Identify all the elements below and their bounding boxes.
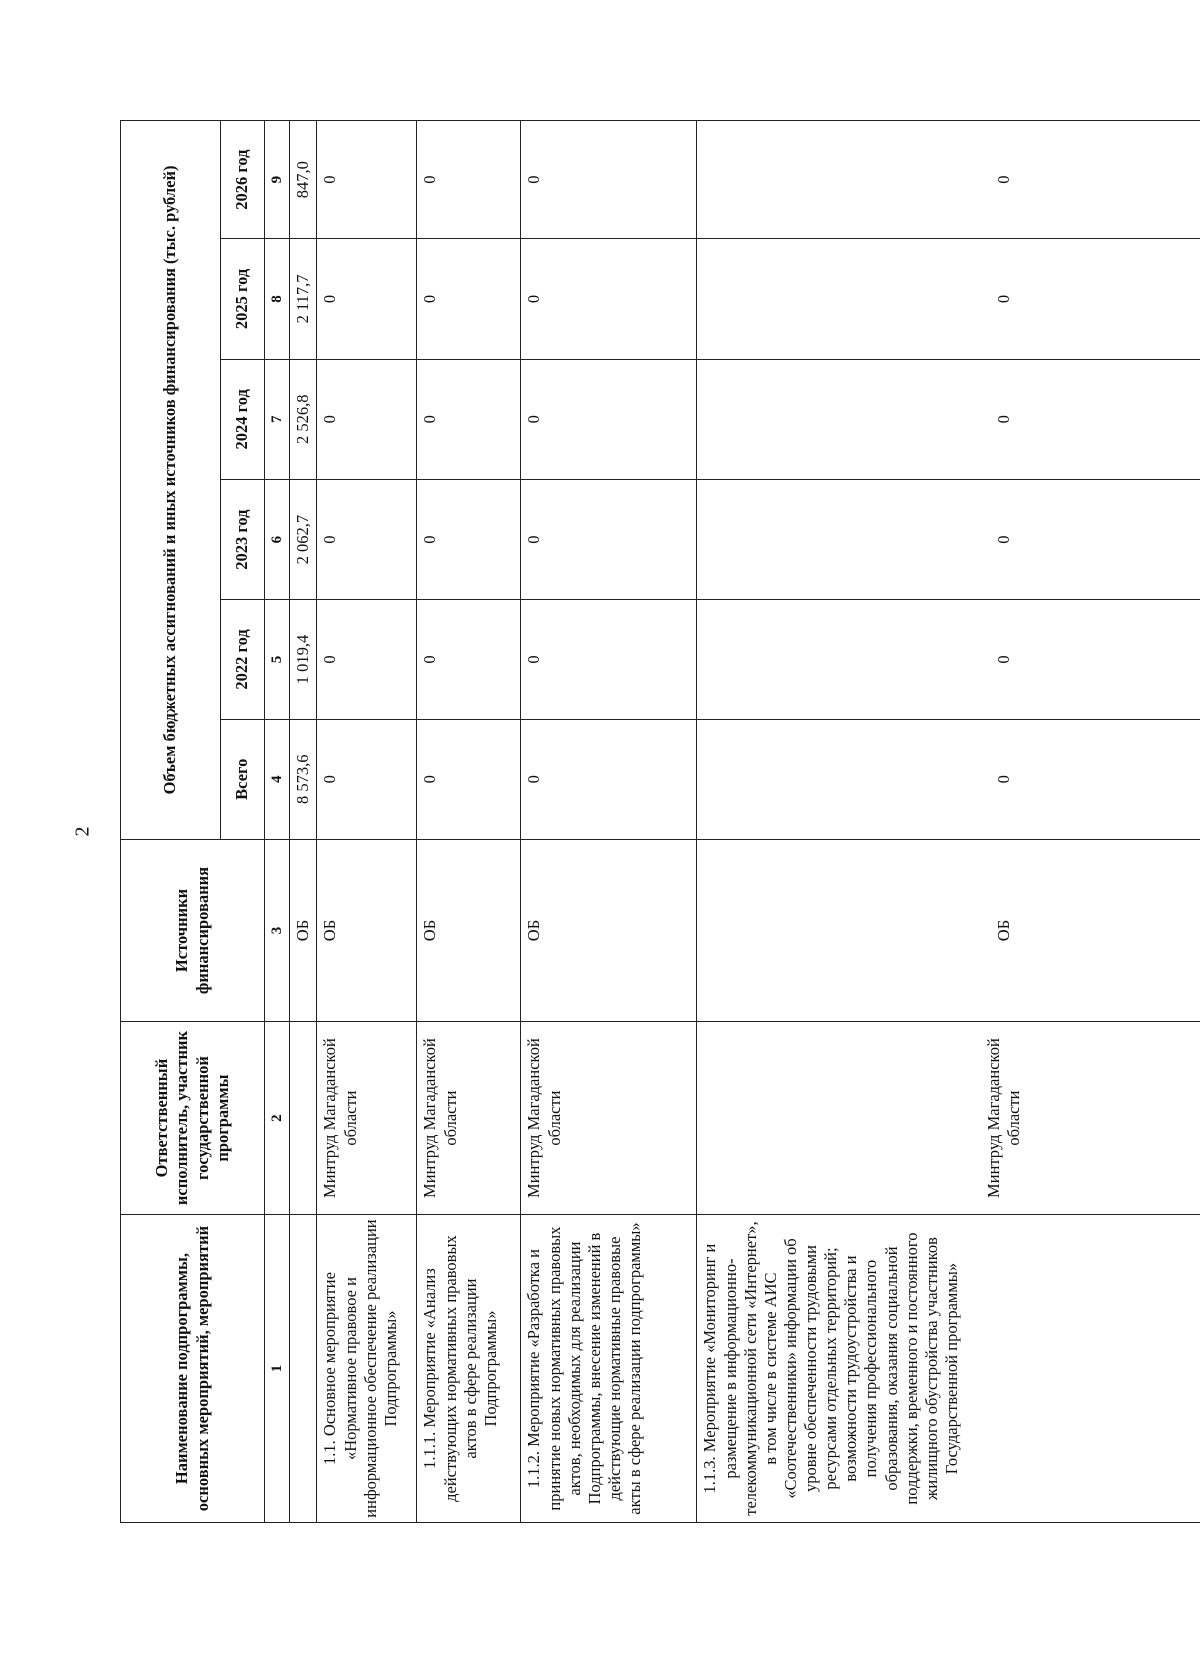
row-2024: 0 bbox=[521, 359, 697, 479]
row-total: 0 bbox=[521, 719, 697, 839]
row-2026: 0 bbox=[521, 121, 697, 239]
total-row-total: 8 573,6 bbox=[290, 719, 317, 839]
row-source: ОБ bbox=[521, 839, 697, 1021]
row-2023: 0 bbox=[417, 479, 521, 599]
row-2025: 0 bbox=[521, 239, 697, 359]
column-number: 4 bbox=[265, 719, 290, 839]
total-row-name bbox=[290, 1215, 317, 1523]
rotated-table-container bbox=[120, 120, 1200, 1523]
row-source: ОБ bbox=[317, 839, 417, 1021]
column-number: 2 bbox=[265, 1022, 290, 1215]
header-2026: 2026 год bbox=[221, 121, 265, 239]
row-executor: Минтруд Магаданской области bbox=[521, 1022, 697, 1215]
column-number: 7 bbox=[265, 359, 290, 479]
column-number: 1 bbox=[265, 1215, 290, 1523]
header-volume: Объем бюджетных ассигнований и иных источников финансирования (тыс. рублей) bbox=[121, 121, 221, 840]
row-2023: 0 bbox=[317, 479, 417, 599]
header-2024: 2024 год bbox=[221, 359, 265, 479]
row-2022: 0 bbox=[317, 600, 417, 719]
total-row-2022: 1 019,4 bbox=[290, 600, 317, 719]
table-row bbox=[521, 121, 697, 1523]
row-source: ОБ bbox=[417, 839, 521, 1021]
row-name: 1.1.1. Мероприятие «Анализ действующих нормативных правовых актов в сфере реализации Подпрограммы» bbox=[417, 1215, 521, 1523]
row-2024: 0 bbox=[417, 359, 521, 479]
row-2024: 0 bbox=[317, 359, 417, 479]
header-total: Всего bbox=[221, 719, 265, 839]
row-2026: 0 bbox=[317, 121, 417, 239]
column-number: 9 bbox=[265, 121, 290, 239]
row-total: 0 bbox=[417, 719, 521, 839]
row-total: 0 bbox=[697, 719, 1200, 839]
row-name: 1.1.3. Мероприятие «Мониторинг и размещение в информационно-телекоммуникационной сети «Интернет», в том числе в системе АИС «Соотечественники» информации об уровне обеспеченности трудовыми ресурсами отдельных территорий; возможности трудоустройства и получения профессионального образования, оказания социальной поддержки, временного и постоянного жилищного обустройства участников Государственной программы» bbox=[697, 1215, 1200, 1523]
budget-table bbox=[120, 120, 1200, 1523]
total-row-2026: 847,0 bbox=[290, 121, 317, 239]
header-2022: 2022 год bbox=[221, 600, 265, 719]
page-number: 2 bbox=[71, 826, 94, 837]
row-2025: 0 bbox=[697, 239, 1200, 359]
row-name: 1.1.2. Мероприятие «Разработка и принятие новых нормативных правовых актов, необходимых для реализации Подпрограммы, внесение изменений в действующие нормативные правовые акты в сфере реализации подпрограммы» bbox=[521, 1215, 697, 1523]
header-2025: 2025 год bbox=[221, 239, 265, 359]
column-number-row bbox=[265, 121, 290, 1523]
row-executor: Минтруд Магаданской области bbox=[697, 1022, 1200, 1215]
column-number: 3 bbox=[265, 839, 290, 1021]
header-2023: 2023 год bbox=[221, 479, 265, 599]
row-2025: 0 bbox=[317, 239, 417, 359]
total-row-executor bbox=[290, 1022, 317, 1215]
row-2024: 0 bbox=[697, 359, 1200, 479]
row-name: 1.1. Основное мероприятие «Нормативное правовое и информационное обеспечение реализации Подпрограммы» bbox=[317, 1215, 417, 1523]
row-2023: 0 bbox=[697, 479, 1200, 599]
column-number: 8 bbox=[265, 239, 290, 359]
table-row bbox=[697, 121, 1200, 1523]
row-executor: Минтруд Магаданской области bbox=[317, 1022, 417, 1215]
column-number: 6 bbox=[265, 479, 290, 599]
row-total: 0 bbox=[317, 719, 417, 839]
total-row bbox=[290, 121, 317, 1523]
header-name: Наименование подпрограммы, основных мероприятий, мероприятий bbox=[121, 1215, 265, 1523]
column-number: 5 bbox=[265, 600, 290, 719]
total-row-2025: 2 117,7 bbox=[290, 239, 317, 359]
total-row-2024: 2 526,8 bbox=[290, 359, 317, 479]
table-row bbox=[417, 121, 521, 1523]
row-source: ОБ bbox=[697, 839, 1200, 1021]
row-2026: 0 bbox=[417, 121, 521, 239]
row-2026: 0 bbox=[697, 121, 1200, 239]
row-2022: 0 bbox=[697, 600, 1200, 719]
row-2023: 0 bbox=[521, 479, 697, 599]
header-source: Источники финансирования bbox=[121, 839, 265, 1021]
total-row-source: ОБ bbox=[290, 839, 317, 1021]
row-2025: 0 bbox=[417, 239, 521, 359]
row-executor: Минтруд Магаданской области bbox=[417, 1022, 521, 1215]
row-2022: 0 bbox=[521, 600, 697, 719]
header-executor: Ответственный исполнитель, участник государственной программы bbox=[121, 1022, 265, 1215]
row-2022: 0 bbox=[417, 600, 521, 719]
total-row-2023: 2 062,7 bbox=[290, 479, 317, 599]
table-row bbox=[317, 121, 417, 1523]
